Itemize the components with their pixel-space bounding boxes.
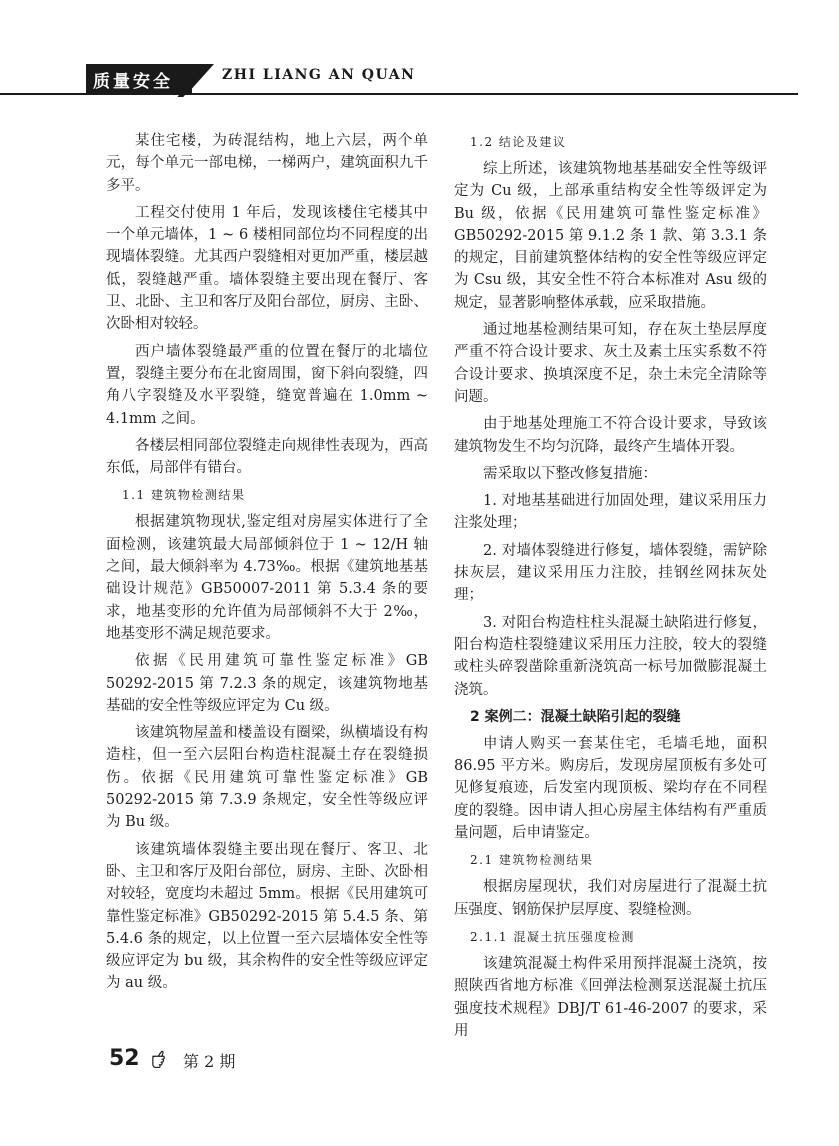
section-heading: 1.1 建筑物检测结果 [122, 488, 246, 503]
section-heading: 2.1 建筑物检测结果 [470, 853, 594, 868]
section-heading: 2 案例二：混凝土缺陷引起的裂缝 [470, 708, 681, 725]
paragraph: 1. 对地基基础进行加固处理，建议采用压力注浆处理； [454, 493, 767, 532]
paragraph: 各楼层相同部位裂缝走向规律性表现为，西高东低，局部伴有错台。 [106, 437, 428, 477]
paragraph: 根据房屋现状，我们对房屋进行了混凝土抗压强度、钢筋保护层厚度、裂缝检测。 [454, 879, 767, 918]
paragraph: 西户墙体裂缝最严重的位置在餐厅的北墙位置，裂缝主要分布在北窗周围，窗下斜向裂缝，四角八字裂缝及水平裂缝，缝宽普遍在 1.0mm ~ 4.1mm 之间。 [106, 343, 428, 427]
paragraph: 依据《民用建筑可靠性鉴定标准》GB 50292-2015 第 7.2.3 条的规定，该建筑物地基基础的安全性等级应评定为 Cu 级。 [106, 653, 428, 714]
paragraph: 该建筑混凝土构件采用预拌混凝土浇筑，按照陕西省地方标准《回弹法检测泵送混凝土抗压强度技术规程》DBJ/T 61-46-2007 的要求，采用 [454, 955, 767, 1039]
pointing-hand-icon [151, 1048, 173, 1070]
paragraph: 该建筑墙体裂缝主要出现在餐厅、客卫、北卧、主卫和客厅及阳台部位，厨房、主卧、次卧相对较轻，宽度均未超过 5mm。根据《民用建筑可靠性鉴定标准》GB50292-2015 第 5.4.5 条、第 5.4.6 条的规定，以上位置一至六层墙体安全性等级应评定为 bu 级，其余构件的安全性等级应评定为 au 级。 [106, 841, 428, 992]
section-heading: 1.2 结论及建议 [470, 135, 567, 149]
paragraph: 根据建筑物现状,鉴定组对房屋实体进行了全面检测，该建筑最大局部倾斜位于 1 ~ 12/H 轴之间，最大倾斜率为 4.73‰。根据《建筑地基基础设计规范》GB50007-2011 第 5.3.4 条的要求，地基变形的允许值为局部倾斜不大于 2‰，地基变形不满足规范要求。 [106, 514, 428, 642]
paragraph: 由于地基处理施工不符合设计要求，导致该建筑物发生不均匀沉降，最终产生墙体开裂。 [454, 416, 767, 455]
left-column [106, 130, 428, 1000]
right-column [454, 131, 767, 1047]
section-heading: 2.1.1 混凝土抗压强度检测 [470, 929, 635, 944]
page-number: 52 [109, 1046, 140, 1071]
paragraph: 通过地基检测结果可知，存在灰土垫层厚度严重不符合设计要求、灰土及素土压实系数不符合设计要求、换填深度不足，杂土未完全清除等问题。 [454, 322, 767, 405]
paragraph: 综上所述，该建筑物地基基础安全性等级评定为 Cu 级，上部承重结构安全性等级评定为 Bu 级，依据《民用建筑可靠性鉴定标准》GB50292-2015 第 9.1.2 条 1 款、第 3.3.1 条的规定，目前建筑整体结构的安全性等级应评定为 Csu 级，其安全性不符合本标准对 Asu 级的规定，显著影响整体承载，应采取措施。 [454, 161, 767, 311]
section-title-en: ZHI LIANG AN QUAN [222, 67, 416, 83]
paragraph: 2. 对墙体裂缝进行修复，墙体裂缝，需铲除抹灰层，建议采用压力注胶，挂钢丝网抹灰处理； [454, 542, 767, 604]
paragraph: 工程交付使用 1 年后，发现该楼住宅楼其中一个单元墙体，1 ~ 6 楼相同部位均不同程度的出现墙体裂缝。尤其西户裂缝相对更加严重，楼层越低，裂缝越严重。墙体裂缝主要出现在餐厅、客卫、北卧、主卫和客厅及阳台部位，厨房、主卧、次卧相对较轻。 [106, 204, 428, 333]
page-header [0, 62, 839, 94]
paragraph: 该建筑物屋盖和楼盖设有圈梁，纵横墙设有构造柱，但一至六层阳台构造柱混凝土存在裂缝损伤。依据《民用建筑可靠性鉴定标准》GB 50292-2015 第 7.3.9 条规定，安全性等级应评为 Bu 级。 [106, 725, 428, 831]
section-title-cn: 质量安全 [93, 72, 173, 92]
paragraph: 申请人购买一套某住宅，毛墙毛地，面积 86.95 平方米。购房后，发现房屋顶板有多处可见修复痕迹，后发室内现顶板、梁均存在不同程度的裂缝。因申请人担心房屋主体结构有严重质量问题，后申请鉴定。 [454, 735, 767, 842]
issue-label: 第 2 期 [183, 1052, 236, 1071]
paragraph: 3. 对阳台构造柱柱头混凝土缺陷进行修复，阳台构造柱裂缝建议采用压力注胶，较大的裂缝或柱头碎裂凿除重新浇筑高一标号加微膨混凝土浇筑。 [454, 614, 767, 698]
paragraph: 需采取以下整改修复措施： [483, 465, 657, 482]
header-rule [0, 93, 798, 95]
paragraph: 某住宅楼，为砖混结构，地上六层，两个单元，每个单元一部电梯，一梯两户，建筑面积九千多平。 [106, 133, 428, 194]
